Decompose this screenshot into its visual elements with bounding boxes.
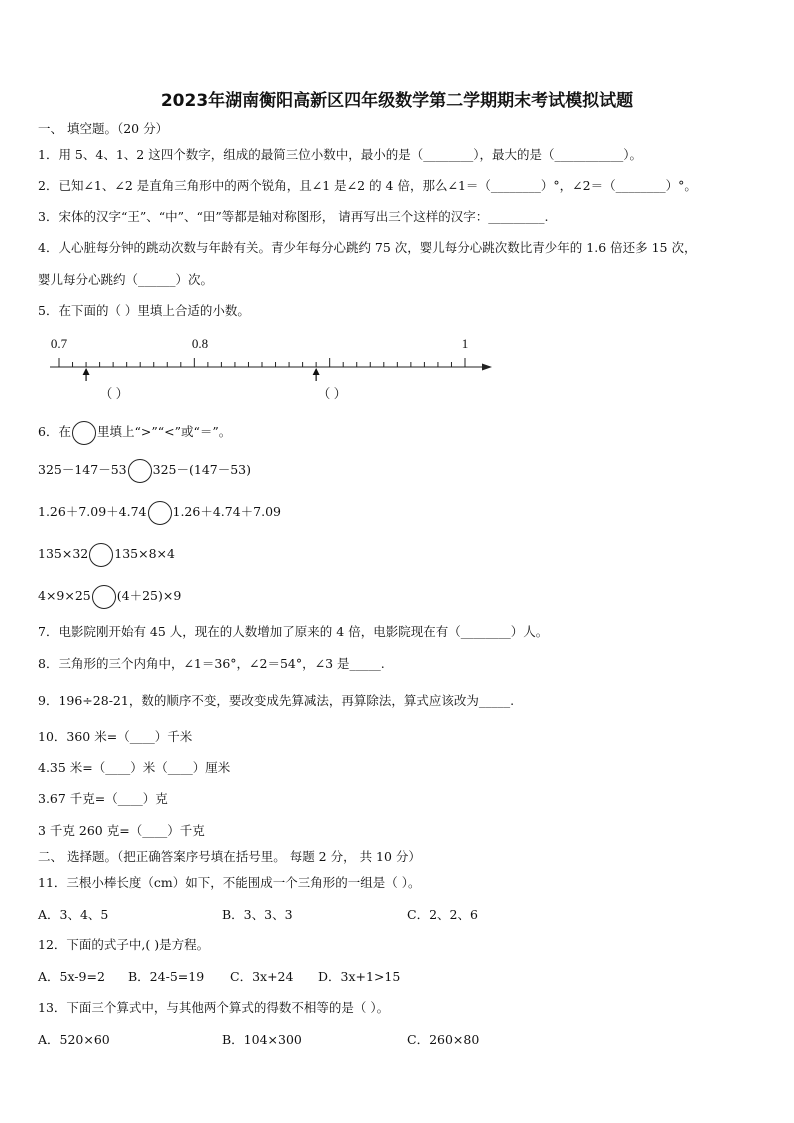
question-3: 3．宋体的汉字“王”、“中”、“田”等都是轴对称图形， 请再写出三个这样的汉字：_________. (38, 209, 549, 224)
page-title: 2023年湖南衡阳高新区四年级数学第二学期期末考试模拟试题 (160, 91, 634, 111)
question-4-line-1: 4．人心脏每分钟的跳动次数与年龄有关。青少年每分心跳约 75 次，婴儿每分心跳次数比青少年的 1.6 倍还多 15 次， (38, 240, 697, 255)
compare-row-2 (38, 500, 281, 525)
compare-left: 325－147－53 (38, 462, 127, 477)
number-line-ticks (59, 358, 465, 367)
number-line-markers (83, 368, 320, 381)
question-10-line-2: 4.35 米=（____）米（____）厘米 (38, 760, 231, 775)
compare-right: 1.26＋4.74＋7.09 (172, 504, 281, 519)
number-line-blank-left: （ ） (99, 386, 129, 401)
compare-right: (4＋25)×9 (116, 588, 182, 603)
compare-right: 135×8×4 (114, 546, 175, 561)
q13-option-c: C．260×80 (407, 1032, 480, 1047)
question-11: 11．三根小棒长度（cm）如下，不能围成一个三角形的一组是（ ）。 (38, 875, 421, 890)
compare-right: 325－(147－53) (152, 462, 252, 477)
question-13: 13．下面三个算式中，与其他两个算式的得数不相等的是（ ）。 (38, 1000, 390, 1015)
q12-option-b: B．24-5=19 (128, 969, 205, 984)
question-6-prefix: 6．在 (38, 424, 71, 439)
question-12: 12．下面的式子中,( )是方程。 (38, 937, 210, 952)
number-line-arrowhead (482, 364, 492, 371)
q13-option-a: A．520×60 (38, 1032, 110, 1047)
q11-option-a: A．3、4、5 (38, 907, 109, 922)
section-heading-choice: 二、 选择题。（把正确答案序号填在括号里。 每题 2 分， 共 10 分） (38, 849, 421, 864)
number-line-blank-right: （ ） (317, 386, 347, 401)
compare-circle[interactable] (72, 421, 96, 445)
question-9: 9．196÷28-21，数的顺序不变，要改变成先算减法，再算除法，算式应该改为_____. (38, 693, 515, 708)
q12-option-a: A．5x-9=2 (38, 969, 105, 984)
question-1: 1．用 5、4、1、2 这四个数字，组成的最简三位小数中，最小的是（________），最大的是（___________）。 (38, 147, 642, 162)
number-line (46, 332, 496, 402)
compare-row-4 (38, 584, 181, 609)
number-line-label-0-7: 0.7 (50, 336, 68, 351)
compare-circle[interactable] (128, 459, 152, 483)
question-6-suffix: 里填上“>”“<”或“＝”。 (96, 424, 232, 439)
question-2: 2．已知∠1、∠2 是直角三角形中的两个锐角，且∠1 是∠2 的 4 倍，那么∠1＝（________）°，∠2＝（________）°。 (38, 178, 697, 193)
number-line-label-1: 1 (461, 336, 469, 351)
q11-option-c: C．2、2、6 (407, 907, 478, 922)
compare-circle[interactable] (89, 543, 113, 567)
q11-option-b: B．3、3、3 (222, 907, 293, 922)
question-10-line-1: 10．360 米=（____）千米 (38, 729, 193, 744)
number-line-label-0-8: 0.8 (191, 336, 209, 351)
q12-option-d: D．3x+1>15 (318, 969, 401, 984)
q13-option-b: B．104×300 (222, 1032, 302, 1047)
compare-left: 1.26＋7.09＋4.74 (38, 504, 147, 519)
section-heading-fill-blank: 一、 填空题。（20 分） (38, 121, 169, 136)
question-6 (38, 420, 231, 445)
compare-left: 135×32 (38, 546, 89, 561)
q12-option-c: C．3x+24 (230, 969, 294, 984)
compare-left: 4×9×25 (38, 588, 91, 603)
question-10-line-3: 3.67 千克=（____）克 (38, 791, 168, 806)
question-5: 5．在下面的（ ）里填上合适的小数。 (38, 303, 250, 318)
compare-circle[interactable] (92, 585, 116, 609)
question-10-line-4: 3 千克 260 克=（____）千克 (38, 823, 205, 838)
compare-row-3 (38, 542, 175, 567)
question-4-line-2: 婴儿每分心跳约（______）次。 (38, 272, 214, 287)
number-line-marker-arrow (313, 368, 320, 381)
compare-circle[interactable] (148, 501, 172, 525)
question-7: 7．电影院刚开始有 45 人，现在的人数增加了原来的 4 倍，电影院现在有（________）人。 (38, 624, 549, 639)
compare-row-1 (38, 458, 251, 483)
question-8: 8．三角形的三个内角中，∠1＝36°，∠2＝54°，∠3 是_____. (38, 656, 385, 671)
number-line-marker-arrow (83, 368, 90, 381)
